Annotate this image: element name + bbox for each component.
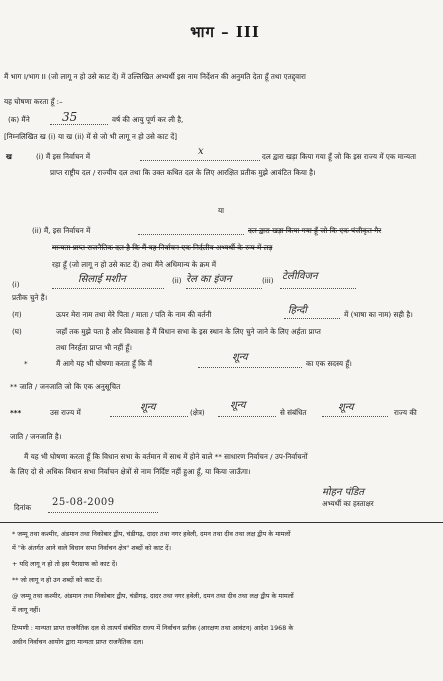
member-line <box>198 367 302 368</box>
symbols-chosen: प्रतीक चुने हैं। <box>12 293 48 302</box>
symbol2-line <box>186 288 262 289</box>
state-stars: *** <box>10 408 22 417</box>
symbol3-line <box>280 288 356 289</box>
para1-line2: यह घोषणा करता हूँ :– <box>4 97 63 106</box>
symbol1-line <box>52 288 164 289</box>
language-value: हिन्दी <box>288 305 307 316</box>
footnote-3: ** जो लागू न हो उन शब्दों को काट दें। <box>12 576 102 584</box>
symbol-iii-label: (iii) <box>262 276 274 285</box>
symbol2-value: रेल का इंजन <box>186 274 232 285</box>
signature-label: अभ्यर्थी का हस्ताक्षर <box>322 499 374 508</box>
signature-value: मोहन पंडित <box>322 487 364 498</box>
date-label: दिनांक <box>14 503 32 512</box>
symbol1-value: सिलाई मशीन <box>78 274 126 285</box>
symbol-i-label: (i) <box>12 280 20 289</box>
ga-suffix: में (भाषा का नाम) सही है। <box>344 310 413 319</box>
kha-ii-line3: रहा हूँ (जो लागू न हो उसे काट दें) तथा मैंने अधिमान्य के क्रम में <box>52 260 216 269</box>
footnote-5b: अधीन निर्वाचन आयोग द्वारा मान्यता प्राप्त राजनैतिक दल। <box>12 638 144 646</box>
footnote-1a: * जम्मू तथा कश्मीर, अंडमान तथा निकोबार द्वीप, चंडीगढ़, दादर तथा नगर हवेली, दमन तथा दीव तथा लक्ष द्वीप के मामलों <box>12 530 291 538</box>
footnote-4a: @ जम्मू तथा कश्मीर, अंडमान तथा निकोबार द्वीप, चंडीगढ़, दादर तथा नगर हवेली, दमन तथा दीव तथा लक्ष द्वीप के मामलों <box>12 592 294 600</box>
kha-ii-line2: मान्यता प्राप्त राजनैतिक दल है कि मैं यह निर्वाचन एक निर्दलीय अभ्यर्थी के रूप में लड़ <box>52 243 273 252</box>
footnote-4b: में लागू नहीं। <box>12 606 41 614</box>
party-line-i <box>140 160 260 161</box>
language-line <box>284 318 340 319</box>
region-label: (क्षेत्र) <box>190 408 205 417</box>
symbol-ii-label: (ii) <box>172 276 182 285</box>
kha-ii-line1a: (ii) मैं, इस निर्वाचन में <box>32 226 91 235</box>
divider <box>0 522 443 523</box>
party-line-ii <box>138 234 244 235</box>
state-line2 <box>218 416 276 417</box>
decl-line2: के लिए दो से अधिक विधान सभा निर्वाचन क्षेत्रों से नाम निर्दिष्ट नहीं हुआ हूँ, या किया जाऊँगा। <box>10 467 251 476</box>
state-suffix: राज्य की <box>394 408 417 417</box>
member-text: मैं आगे यह भी घोषणा करता हूँ कि मैं <box>56 359 153 368</box>
caste-note: ** जाति / जनजाति जो कि एक अनुसूचित <box>10 382 121 391</box>
or-separator: या <box>218 206 225 215</box>
member-star: * <box>24 359 28 368</box>
kha-marker: ख <box>6 152 12 161</box>
ka-suffix: वर्ष की आयु पूर्ण कर ली है, <box>112 115 184 124</box>
ka-prefix: (क) मैंने <box>8 115 30 124</box>
footnote-1b: में "के अंतर्गत आने वाले विधान सभा निर्वाचन क्षेत्र" शब्दों को काट दें। <box>12 544 171 552</box>
ka-note: [निम्नलिखित ख (i) या ख (ii) में से जो भी लागू न हो उसे काट दें] <box>4 132 178 141</box>
member-value: शून्य <box>232 352 248 363</box>
gha-label: (घ) <box>12 327 22 336</box>
state-line3 <box>322 416 388 417</box>
age-value: 35 <box>62 110 78 124</box>
symbol3-value: टेलीविजन <box>282 271 318 282</box>
state-value1: शून्य <box>140 402 156 413</box>
caste-closing: जाति / जनजाति है। <box>10 432 62 441</box>
ga-text: ऊपर मेरा नाम तथा मेरे पिता / माता / पति के नाम की वर्तनी <box>56 310 212 319</box>
para1-line1: मैं भाग I/भाग II (जो लागू न हो उसे काट दें) में उल्लिखित अभ्यर्थी इस नाम निर्देशन की अनुमति देता हूँ तथा एतद्द्वारा <box>4 72 306 81</box>
member-suffix: का एक सदस्य हूँ। <box>306 359 352 368</box>
state-value3: शून्य <box>338 402 354 413</box>
date-value: 25-08-2009 <box>52 497 115 508</box>
gha-line2: तथा निरर्हता प्राप्त भी नहीं हूँ। <box>56 343 132 352</box>
kha-ii-line1b: दल द्वारा खड़ा किया गया हूँ जो कि एक पंजीकृत गैर <box>248 226 382 235</box>
age-line <box>50 124 108 125</box>
state-line1 <box>110 416 188 417</box>
footnote-2: + यदि लागू न हो तो इस पैराग्राफ को काट दें। <box>12 560 118 568</box>
kha-i-line1b: दल द्वारा खड़ा किया गया हूँ जो कि इस राज्य में एक मान्यता <box>262 152 417 161</box>
decl-line1: मैं यह भी घोषणा करता हूँ कि विधान सभा के वर्तमान में साथ में होने वाले ** साधारण निर्वाचन / उप-निर्वाचनों <box>24 452 308 461</box>
page-title: भाग – III <box>190 23 260 41</box>
ga-label: (ग) <box>12 310 22 319</box>
kha-i-line2: प्राप्त राष्ट्रीय दल / राज्यीय दल तथा कि उक्त कथित दल के लिए आरक्षित प्रतीक मुझे आवंटित किया है। <box>50 168 316 177</box>
related-label: से संबंधित <box>280 408 307 417</box>
footnote-5a: टिप्पणी : मान्यता प्राप्त राजनैतिक दल से तात्पर्य संबंधित राज्य में निर्वाचन प्रतीक (आरक्षण तथा आवंटन) आदेश 1968 के <box>12 624 294 632</box>
party-value-i: x <box>198 146 204 157</box>
kha-i-line1a: (i) मैं इस निर्वाचन में <box>36 152 90 161</box>
gha-line1: जहाँ तक मुझे पता है और विश्वास है मैं विधान सभा के इस स्थान के लिए चुने जाने के लिए अर्हता प्राप्त <box>56 327 321 336</box>
state-value2: शून्य <box>230 400 246 411</box>
date-line <box>48 512 158 513</box>
state-text: उस राज्य में <box>50 408 81 417</box>
